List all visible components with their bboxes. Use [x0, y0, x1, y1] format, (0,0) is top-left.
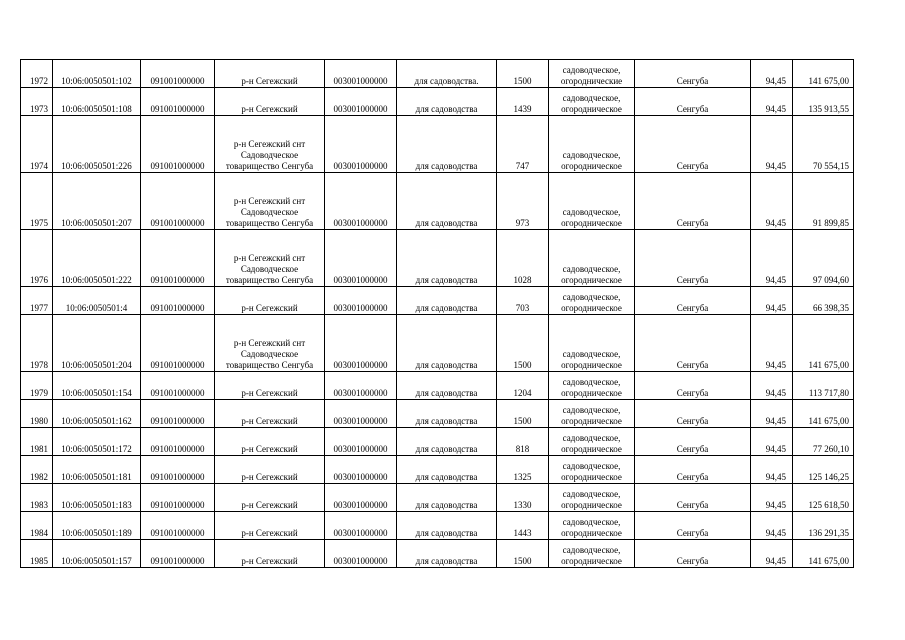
row-number-cell: 1976: [21, 230, 53, 287]
oktmo-code-cell: 003001000000: [325, 372, 397, 400]
cadastral-number-cell: 10:06:0050501:157: [53, 540, 141, 568]
table-row: [21, 230, 854, 287]
table-row: [21, 540, 854, 568]
area-cell: 747: [497, 116, 549, 173]
area-cell: 1028: [497, 230, 549, 287]
locality-cell: Сенгуба: [635, 400, 751, 428]
row-number-cell: 1973: [21, 88, 53, 116]
cadastral-number-cell: 10:06:0050501:222: [53, 230, 141, 287]
rate-cell: 94,45: [751, 173, 793, 230]
land-use-cell: для садоводства: [397, 400, 497, 428]
category-cell: садоводческое, огороднические: [549, 60, 635, 88]
category-cell: садоводческое, огородническое: [549, 88, 635, 116]
table-row: [21, 116, 854, 173]
address-cell: р-н Сегежский: [215, 88, 325, 116]
locality-cell: Сенгуба: [635, 372, 751, 400]
category-cell: садоводческое, огородническое: [549, 287, 635, 315]
locality-cell: Сенгуба: [635, 173, 751, 230]
table-row: [21, 287, 854, 315]
row-number-cell: 1985: [21, 540, 53, 568]
row-number-cell: 1979: [21, 372, 53, 400]
land-use-cell: для садоводства: [397, 116, 497, 173]
locality-cell: Сенгуба: [635, 456, 751, 484]
locality-cell: Сенгуба: [635, 230, 751, 287]
area-cell: 703: [497, 287, 549, 315]
land-use-cell: для садоводства: [397, 540, 497, 568]
area-cell: 1500: [497, 540, 549, 568]
rate-cell: 94,45: [751, 400, 793, 428]
cadastral-number-cell: 10:06:0050501:172: [53, 428, 141, 456]
locality-cell: Сенгуба: [635, 287, 751, 315]
address-cell: р-н Сегежский: [215, 512, 325, 540]
locality-cell: Сенгуба: [635, 116, 751, 173]
land-plots-table: [20, 59, 854, 568]
row-number-cell: 1982: [21, 456, 53, 484]
okato-code-cell: 091001000000: [141, 428, 215, 456]
okato-code-cell: 091001000000: [141, 116, 215, 173]
rate-cell: 94,45: [751, 315, 793, 372]
oktmo-code-cell: 003001000000: [325, 400, 397, 428]
address-cell: р-н Сегежский снт Садоводческое товарищество Сенгуба: [215, 173, 325, 230]
table-row: [21, 60, 854, 88]
okato-code-cell: 091001000000: [141, 372, 215, 400]
oktmo-code-cell: 003001000000: [325, 540, 397, 568]
oktmo-code-cell: 003001000000: [325, 315, 397, 372]
rate-cell: 94,45: [751, 116, 793, 173]
area-cell: 1500: [497, 60, 549, 88]
cadastral-number-cell: 10:06:0050501:102: [53, 60, 141, 88]
land-use-cell: для садоводства: [397, 315, 497, 372]
area-cell: 1330: [497, 484, 549, 512]
address-cell: р-н Сегежский: [215, 456, 325, 484]
land-use-cell: для садоводства: [397, 372, 497, 400]
address-cell: р-н Сегежский: [215, 484, 325, 512]
oktmo-code-cell: 003001000000: [325, 428, 397, 456]
cadastral-value-cell: 125 146,25: [793, 456, 854, 484]
rate-cell: 94,45: [751, 372, 793, 400]
rate-cell: 94,45: [751, 512, 793, 540]
cadastral-number-cell: 10:06:0050501:108: [53, 88, 141, 116]
table-row: [21, 88, 854, 116]
category-cell: садоводческое, огородническое: [549, 428, 635, 456]
area-cell: 973: [497, 173, 549, 230]
row-number-cell: 1983: [21, 484, 53, 512]
address-cell: р-н Сегежский: [215, 60, 325, 88]
cadastral-number-cell: 10:06:0050501:162: [53, 400, 141, 428]
cadastral-value-cell: 141 675,00: [793, 60, 854, 88]
oktmo-code-cell: 003001000000: [325, 484, 397, 512]
land-use-cell: для садоводства: [397, 428, 497, 456]
area-cell: 1204: [497, 372, 549, 400]
category-cell: садоводческое, огородническое: [549, 372, 635, 400]
rate-cell: 94,45: [751, 60, 793, 88]
cadastral-value-cell: 66 398,35: [793, 287, 854, 315]
cadastral-value-cell: 141 675,00: [793, 400, 854, 428]
rate-cell: 94,45: [751, 540, 793, 568]
okato-code-cell: 091001000000: [141, 400, 215, 428]
address-cell: р-н Сегежский снт Садоводческое товарищество Сенгуба: [215, 230, 325, 287]
land-use-cell: для садоводства: [397, 287, 497, 315]
area-cell: 818: [497, 428, 549, 456]
rate-cell: 94,45: [751, 428, 793, 456]
locality-cell: Сенгуба: [635, 88, 751, 116]
area-cell: 1439: [497, 88, 549, 116]
oktmo-code-cell: 003001000000: [325, 88, 397, 116]
land-use-cell: для садоводства: [397, 484, 497, 512]
table-row: [21, 372, 854, 400]
cadastral-value-cell: 136 291,35: [793, 512, 854, 540]
okato-code-cell: 091001000000: [141, 287, 215, 315]
row-number-cell: 1978: [21, 315, 53, 372]
oktmo-code-cell: 003001000000: [325, 116, 397, 173]
okato-code-cell: 091001000000: [141, 60, 215, 88]
locality-cell: Сенгуба: [635, 484, 751, 512]
row-number-cell: 1981: [21, 428, 53, 456]
row-number-cell: 1974: [21, 116, 53, 173]
cadastral-number-cell: 10:06:0050501:189: [53, 512, 141, 540]
land-use-cell: для садоводства: [397, 88, 497, 116]
cadastral-value-cell: 97 094,60: [793, 230, 854, 287]
okato-code-cell: 091001000000: [141, 230, 215, 287]
land-use-cell: для садоводства.: [397, 60, 497, 88]
rate-cell: 94,45: [751, 88, 793, 116]
cadastral-value-cell: 113 717,80: [793, 372, 854, 400]
category-cell: садоводческое, огородническое: [549, 315, 635, 372]
cadastral-value-cell: 91 899,85: [793, 173, 854, 230]
oktmo-code-cell: 003001000000: [325, 512, 397, 540]
category-cell: садоводческое, огородническое: [549, 512, 635, 540]
cadastral-value-cell: 70 554,15: [793, 116, 854, 173]
rate-cell: 94,45: [751, 230, 793, 287]
okato-code-cell: 091001000000: [141, 540, 215, 568]
cadastral-number-cell: 10:06:0050501:204: [53, 315, 141, 372]
oktmo-code-cell: 003001000000: [325, 60, 397, 88]
table-row: [21, 456, 854, 484]
table-row: [21, 315, 854, 372]
table-row: [21, 484, 854, 512]
address-cell: р-н Сегежский: [215, 372, 325, 400]
land-use-cell: для садоводства: [397, 230, 497, 287]
category-cell: садоводческое, огородническое: [549, 116, 635, 173]
locality-cell: Сенгуба: [635, 60, 751, 88]
oktmo-code-cell: 003001000000: [325, 173, 397, 230]
rate-cell: 94,45: [751, 287, 793, 315]
address-cell: р-н Сегежский снт Садоводческое товарищество Сенгуба: [215, 315, 325, 372]
okato-code-cell: 091001000000: [141, 88, 215, 116]
okato-code-cell: 091001000000: [141, 484, 215, 512]
table-row: [21, 512, 854, 540]
cadastral-value-cell: 141 675,00: [793, 315, 854, 372]
category-cell: садоводческое, огородническое: [549, 456, 635, 484]
cadastral-number-cell: 10:06:0050501:4: [53, 287, 141, 315]
category-cell: садоводческое, огородническое: [549, 484, 635, 512]
cadastral-number-cell: 10:06:0050501:154: [53, 372, 141, 400]
cadastral-number-cell: 10:06:0050501:181: [53, 456, 141, 484]
row-number-cell: 1980: [21, 400, 53, 428]
address-cell: р-н Сегежский: [215, 400, 325, 428]
table-body: [21, 60, 854, 568]
row-number-cell: 1975: [21, 173, 53, 230]
rate-cell: 94,45: [751, 484, 793, 512]
cadastral-number-cell: 10:06:0050501:207: [53, 173, 141, 230]
row-number-cell: 1977: [21, 287, 53, 315]
land-use-cell: для садоводства: [397, 512, 497, 540]
address-cell: р-н Сегежский: [215, 428, 325, 456]
cadastral-value-cell: 135 913,55: [793, 88, 854, 116]
locality-cell: Сенгуба: [635, 540, 751, 568]
row-number-cell: 1972: [21, 60, 53, 88]
rate-cell: 94,45: [751, 456, 793, 484]
table-row: [21, 400, 854, 428]
okato-code-cell: 091001000000: [141, 173, 215, 230]
cadastral-value-cell: 141 675,00: [793, 540, 854, 568]
table-row: [21, 173, 854, 230]
locality-cell: Сенгуба: [635, 428, 751, 456]
category-cell: садоводческое, огородническое: [549, 400, 635, 428]
address-cell: р-н Сегежский снт Садоводческое товарищество Сенгуба: [215, 116, 325, 173]
row-number-cell: 1984: [21, 512, 53, 540]
oktmo-code-cell: 003001000000: [325, 230, 397, 287]
cadastral-value-cell: 125 618,50: [793, 484, 854, 512]
locality-cell: Сенгуба: [635, 512, 751, 540]
area-cell: 1443: [497, 512, 549, 540]
table-row: [21, 428, 854, 456]
address-cell: р-н Сегежский: [215, 540, 325, 568]
cadastral-value-cell: 77 260,10: [793, 428, 854, 456]
area-cell: 1325: [497, 456, 549, 484]
okato-code-cell: 091001000000: [141, 456, 215, 484]
area-cell: 1500: [497, 315, 549, 372]
locality-cell: Сенгуба: [635, 315, 751, 372]
cadastral-number-cell: 10:06:0050501:226: [53, 116, 141, 173]
land-use-cell: для садоводства: [397, 173, 497, 230]
okato-code-cell: 091001000000: [141, 512, 215, 540]
land-use-cell: для садоводства: [397, 456, 497, 484]
category-cell: садоводческое, огородническое: [549, 230, 635, 287]
okato-code-cell: 091001000000: [141, 315, 215, 372]
cadastral-number-cell: 10:06:0050501:183: [53, 484, 141, 512]
oktmo-code-cell: 003001000000: [325, 456, 397, 484]
address-cell: р-н Сегежский: [215, 287, 325, 315]
area-cell: 1500: [497, 400, 549, 428]
category-cell: садоводческое, огородническое: [549, 540, 635, 568]
oktmo-code-cell: 003001000000: [325, 287, 397, 315]
category-cell: садоводческое, огородническое: [549, 173, 635, 230]
